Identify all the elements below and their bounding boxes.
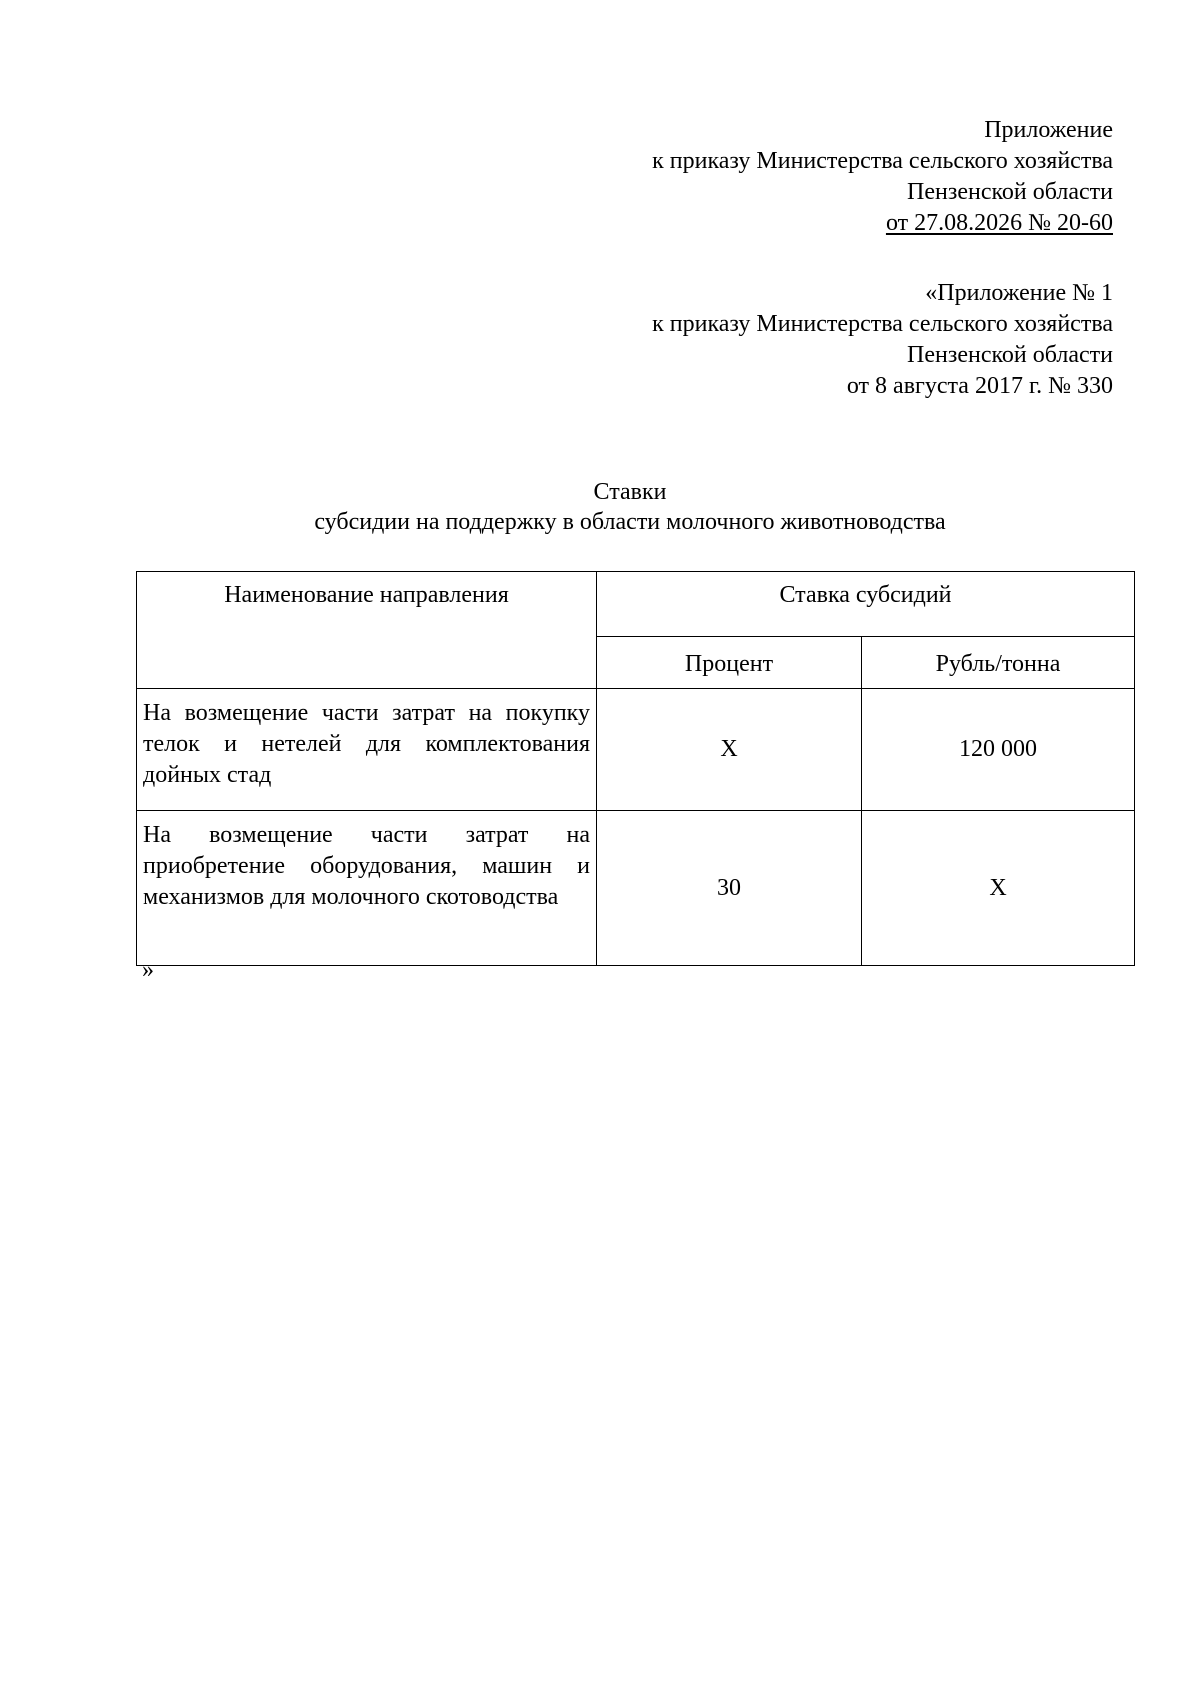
column-header-percent: Процент xyxy=(597,636,862,688)
table-row xyxy=(137,689,1135,811)
row-name: На возмещение части затрат на покупку телок и нетелей для комплектования дойных стад xyxy=(137,689,597,811)
row-percent: X xyxy=(597,689,862,811)
original-appendix-header xyxy=(652,278,1113,402)
original-header-order: к приказу Министерства сельского хозяйства xyxy=(652,311,1113,337)
closing-quote-mark: » xyxy=(142,957,154,983)
original-header-title: «Приложение № 1 xyxy=(925,280,1113,306)
appendix-header-order: к приказу Министерства сельского хозяйства xyxy=(652,148,1113,174)
original-header-date: от 8 августа 2017 г. № 330 xyxy=(846,373,1113,399)
document-title xyxy=(0,477,1200,537)
original-header-region: Пензенской области xyxy=(907,342,1113,368)
column-header-rub-per-ton: Рубль/тонна xyxy=(862,636,1135,688)
subsidy-rates-table xyxy=(136,571,1135,966)
row-name: На возмещение части затрат на приобретение оборудования, машин и механизмов для молочного скотоводства xyxy=(137,811,597,966)
row-rub-per-ton: X xyxy=(862,811,1135,966)
appendix-header-date: от 27.08.2026 № 20-60 xyxy=(885,210,1113,236)
appendix-header-title: Приложение xyxy=(984,117,1113,143)
row-percent: 30 xyxy=(597,811,862,966)
title-line-2: субсидии на поддержку в области молочного животноводства xyxy=(314,509,946,535)
table-header-row xyxy=(137,572,1135,637)
table-row xyxy=(137,811,1135,966)
row-rub-per-ton: 120 000 xyxy=(862,689,1135,811)
column-header-rate: Ставка субсидий xyxy=(597,572,1135,637)
appendix-header xyxy=(652,115,1113,239)
column-header-name: Наименование направления xyxy=(137,572,597,689)
title-line-1: Ставки xyxy=(593,479,667,505)
appendix-header-region: Пензенской области xyxy=(907,179,1113,205)
